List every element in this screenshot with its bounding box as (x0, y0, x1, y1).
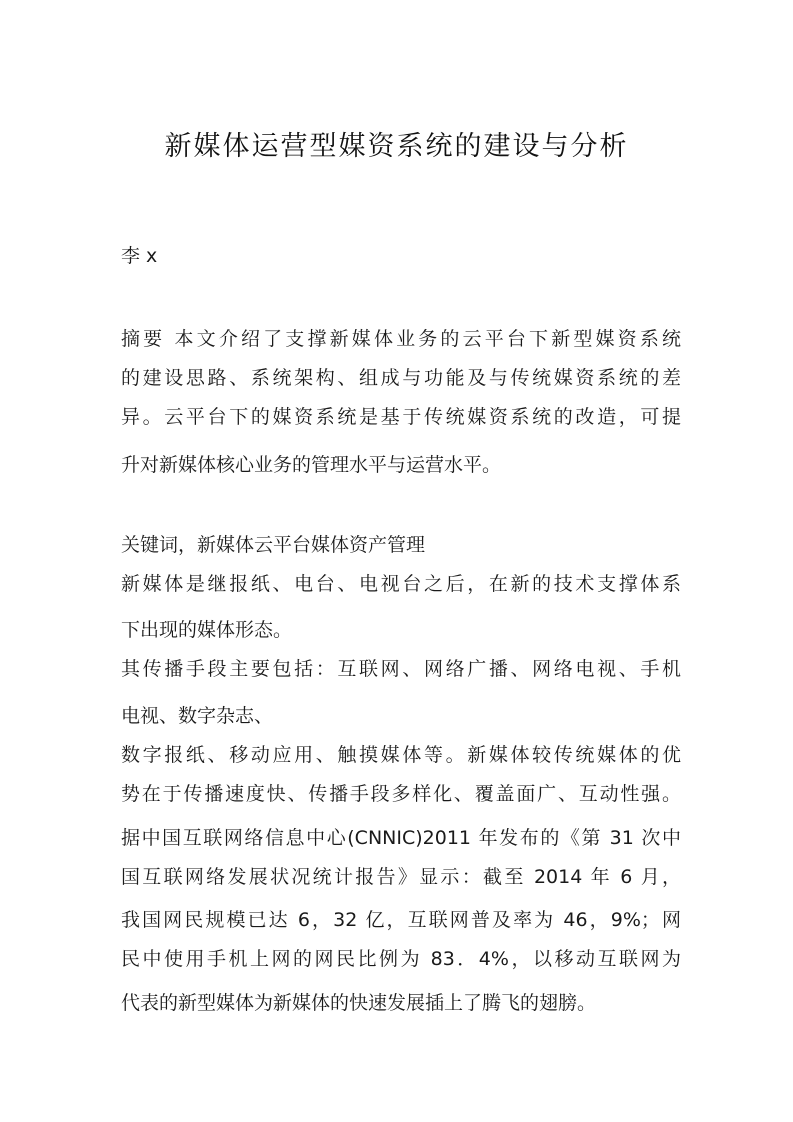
abstract-line-4: 升对新媒体核心业务的管理水平与运营水平。 (121, 454, 502, 476)
abstract-line-1: 摘要 本文介绍了支撑新媒体业务的云平台下新型媒资系统 (121, 328, 681, 350)
body-line-5: 电视、数字杂志、 (121, 705, 274, 727)
abstract-line-3: 异。云平台下的媒资系统是基于传统媒资系统的改造，可提 (121, 406, 681, 428)
body-line-10: 我国网民规模已达 6，32 亿，互联网普及率为 46，9%；网 (121, 909, 681, 931)
abstract-line-2: 的建设思路、系统架构、组成与功能及与传统媒资系统的差 (121, 367, 681, 389)
body-line-12: 代表的新型媒体为新媒体的快速发展插上了腾飞的翅膀。 (121, 992, 597, 1014)
body-line-11: 民中使用手机上网的网民比例为 83．4%，以移动互联网为 (121, 948, 681, 970)
keywords-line: 关键词，新媒体云平台媒体资产管理 (121, 534, 426, 556)
body-line-8: 据中国互联网络信息中心(CNNIC)2011 年发布的《第 31 次中 (121, 827, 681, 849)
body-line-4: 其传播手段主要包括：互联网、网络广播、网络电视、手机 (121, 658, 681, 680)
body-line-6: 数字报纸、移动应用、触摸媒体等。新媒体较传统媒体的优 (121, 744, 681, 766)
body-line-2: 新媒体是继报纸、电台、电视台之后，在新的技术支撑体系 (121, 573, 681, 595)
body-line-9: 国互联网络发展状况统计报告》显示：截至 2014 年 6 月， (121, 866, 681, 888)
author-line: 李 x (121, 245, 158, 267)
body-line-7: 势在于传播速度快、传播手段多样化、覆盖面广、互动性强。 (121, 783, 681, 805)
document-title: 新媒体运营型媒资系统的建设与分析 (164, 131, 629, 162)
body-line-3: 下出现的媒体形态。 (121, 619, 293, 641)
